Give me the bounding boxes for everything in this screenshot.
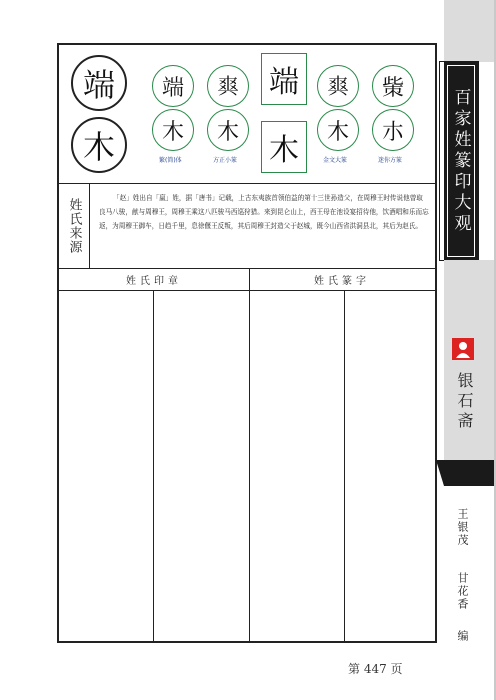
author-1: 王银茂 bbox=[456, 508, 469, 547]
sidebar-top-strip bbox=[444, 0, 494, 62]
origin-section bbox=[59, 183, 435, 269]
label-jinwen: 金文大篆 bbox=[323, 157, 348, 164]
right-col-divider bbox=[344, 290, 345, 641]
seal-square-1: 端 bbox=[261, 53, 307, 105]
label-xiaozhuan: 方正小篆 bbox=[213, 157, 238, 164]
seal-showcase bbox=[59, 45, 435, 184]
black-tab bbox=[444, 460, 494, 486]
page-number: 第 447 页 bbox=[348, 662, 403, 676]
seal-fanti-1: 端 bbox=[152, 65, 194, 107]
book-title-panel bbox=[440, 62, 478, 260]
header-seal: 姓氏印章 bbox=[126, 275, 182, 287]
book-title: 百家姓篆印大观 bbox=[447, 65, 475, 257]
origin-text: 「赵」姓出自「嬴」姓，据「唐书」记载，上古东夷族首领伯益的第十三世孙造父，在周穆王时传说他曾取良马八骏，献与周穆王，周穆王乘这八匹骏马西巡狩猎。来到昆仑山上，西王母在池设宴招待他，饮酒唱和乐而忘返，为周穆王御车，日趋千里，息徐偃王反叛，其后周穆王封造父于赵城，既今山西省洪洞县北，其后为赵氏。 bbox=[99, 194, 429, 230]
studio-name: 银石斋 bbox=[455, 372, 474, 432]
seal-mini-1: 㭰 bbox=[372, 65, 414, 107]
portrait-stamp-icon bbox=[452, 338, 474, 360]
seal-jinwen-2: 木 bbox=[317, 109, 359, 151]
surname-char-2: 木 bbox=[71, 117, 127, 173]
main-frame bbox=[57, 43, 437, 643]
seal-xiaozhuan-2: 木 bbox=[207, 109, 249, 151]
table-header bbox=[59, 268, 435, 291]
seal-fanti-2: 木 bbox=[152, 109, 194, 151]
surname-char-1: 端 bbox=[71, 55, 127, 111]
editor-role: 编 bbox=[456, 630, 469, 643]
seal-xiaozhuan-1: 𤕤 bbox=[207, 65, 249, 107]
left-col-divider bbox=[153, 290, 154, 641]
author-2: 甘花香 bbox=[456, 572, 469, 611]
tab-cut bbox=[436, 460, 444, 486]
seal-square-2: 木 bbox=[261, 121, 307, 173]
header-script: 姓氏篆字 bbox=[314, 275, 370, 287]
label-fanti: 繁(简)体 bbox=[159, 157, 182, 164]
center-divider bbox=[249, 268, 250, 641]
seal-jinwen-1: 𤕤 bbox=[317, 65, 359, 107]
origin-label: 姓氏来源 bbox=[59, 183, 90, 268]
label-mini: 迷你方篆 bbox=[378, 157, 403, 164]
seal-mini-2: 朩 bbox=[372, 109, 414, 151]
